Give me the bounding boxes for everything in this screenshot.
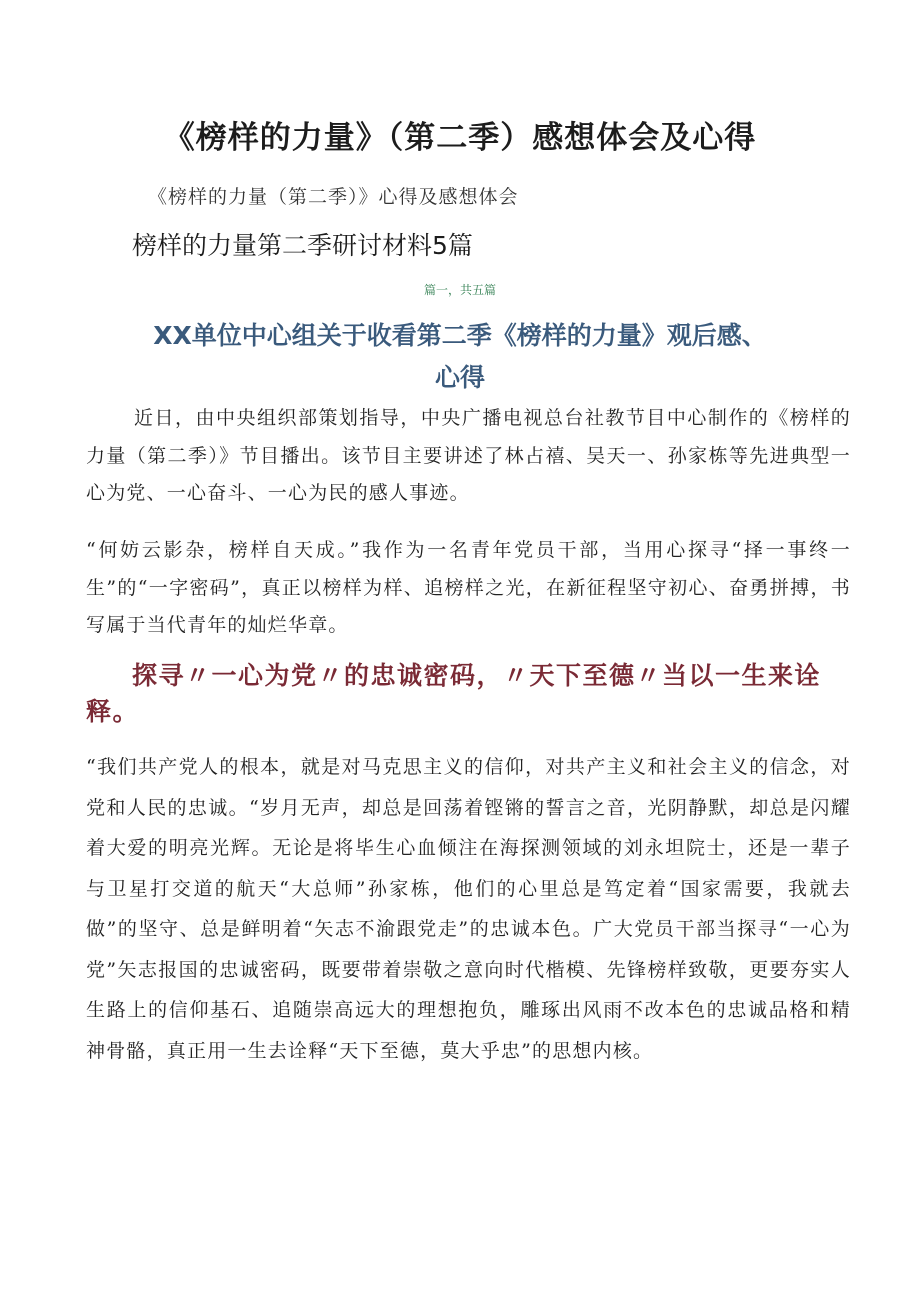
body-paragraph-1: 近日，由中央组织部策划指导，中央广播电视总台社教节目中心制作的《榜样的力量（第二季）》节目播出。该节目主要讲述了林占禧、吴天一、孙家栋等先进典型一心为党、一心奋斗、一心为民的感人事迹。 (86, 407, 851, 504)
document-title: 《榜样的力量》（第二季）感想体会及心得 (163, 120, 757, 156)
section-title-line-2: 心得 (434, 363, 485, 392)
chapter-label: 篇一，共五篇 (423, 283, 496, 297)
body-paragraph-2: “何妨云影杂，榜样自天成。”我作为一名青年党员干部，当用心探寻“择一事终一生”的“一字密码”，真正以榜样为样、追榜样之光，在新征程坚守初心、奋勇拼搏，书写属于当代青年的灿烂华章。 (86, 539, 851, 636)
section-heading-2: 探寻〃一心为党〃的忠诚密码，〃天下至德〃当以一生来诠释。 (86, 661, 822, 726)
subtitle-large: 榜样的力量第二季研讨材料5篇 (132, 231, 473, 260)
body-paragraph-3: “我们共产党人的根本，就是对马克思主义的信仰，对共产主义和社会主义的信念，对党和人民的忠诚。“岁月无声，却总是回荡着铿锵的誓言之音，光阴静默，却总是闪耀着大爱的明亮光辉。无论是将毕生心血倾注在海探测领域的刘永坦院士，还是一辈子与卫星打交道的航天“大总师”孙家栋，他们的心里总是笃定着“国家需要，我就去做”的坚守、总是鲜明着“矢志不渝跟党走”的忠诚本色。广大党员干部当探寻“一心为党”矢志报国的忠诚密码，既要带着崇敬之意向时代楷模、先锋榜样致敬，更要夯实人生路上的信仰基石、追随崇高远大的理想抱负，雕琢出风雨不改本色的忠诚品格和精神骨骼，真正用一生去诠释“天下至德，莫大乎忠”的思想内核。 (86, 756, 851, 1062)
section-title-line-1: XX单位中心组关于收看第二季《榜样的力量》观后感、 (153, 321, 767, 350)
subtitle-small: 《榜样的力量（第二季）》心得及感想体会 (148, 186, 519, 208)
